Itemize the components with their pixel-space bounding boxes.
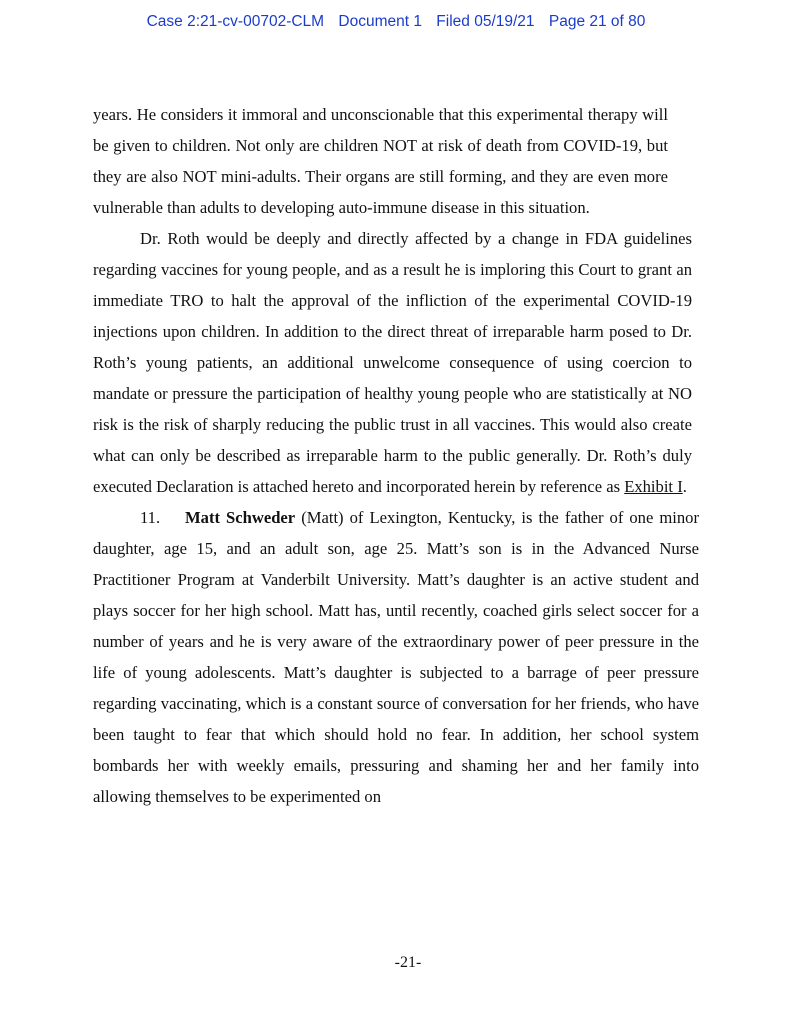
filed-date: Filed 05/19/21 xyxy=(436,13,535,30)
document-number: Document 1 xyxy=(338,13,422,30)
paragraph-matt-schweder xyxy=(93,502,699,812)
plaintiff-name: Matt Schweder xyxy=(185,508,296,527)
paragraph-roth-declaration xyxy=(93,223,692,502)
exhibit-reference: Exhibit I xyxy=(624,477,683,496)
case-header xyxy=(0,13,792,31)
paragraph-period: . xyxy=(682,477,687,496)
paragraph-continuation: years. He considers it immoral and unconscionable that this experimental therapy will be given to children. Not only are children NOT at risk of death from COVID-19, but they are also NOT mini-adults. Their organs are still forming, and they are even more vulnerable than adults to developing auto-immune disease in this situation. xyxy=(93,105,668,217)
paragraph-number: 11. xyxy=(140,508,161,527)
page-number: -21- xyxy=(394,954,422,971)
page-indicator: Page 21 of 80 xyxy=(548,13,646,30)
document-body xyxy=(93,99,699,812)
case-number: Case 2:21-cv-00702-CLM xyxy=(146,13,325,30)
paragraph-text: Dr. Roth would be deeply and directly affected by a change in FDA guidelines regarding vaccines for young people, and as a result he is imploring this Court to grant an immediate TRO to halt the approval of the infliction of the experimental COVID-19 injections upon children. In addition to the direct threat of irreparable harm posed to Dr. Roth’s young patients, an additional unwelcome consequence of using coercion to mandate or pressure the participation of healthy young people who are statistically at NO risk is the risk of sharply reducing the public trust in all vaccines. This would also create what can only be described as irreparable harm to the public generally. Dr. Roth’s duly executed Declaration is attached hereto and incorporated herein by reference as xyxy=(93,229,692,496)
paragraph-text: (Matt) of Lexington, Kentucky, is the father of one minor daughter, age 15, and an adult son, age 25. Matt’s son is in the Advanced Nurse Practitioner Program at Vanderbilt University. Matt’s daughter is an active student and plays soccer for her high school. Matt has, until recently, coached girls select soccer for a number of years and he is very aware of the extraordinary power of peer pressure in the life of young adolescents. Matt’s daughter is subjected to a barrage of peer pressure regarding vaccinating, which is a constant source of conversation for her friends, who have been taught to fear that which should hold no fear. In addition, her school system bombards her with weekly emails, pressuring and shaming her and her family into allowing themselves to be experimented on xyxy=(93,508,699,806)
